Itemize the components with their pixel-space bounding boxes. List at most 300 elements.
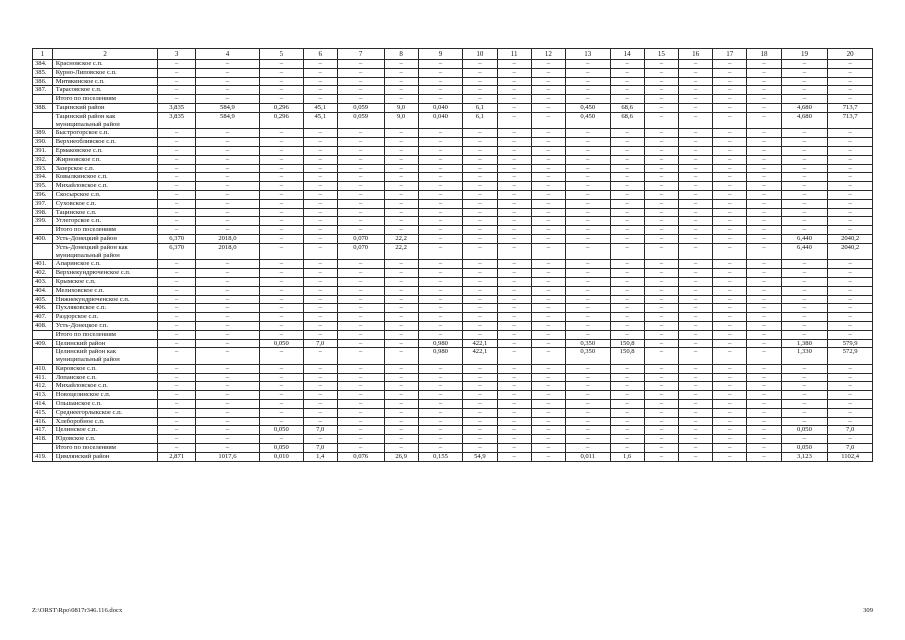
table-row bbox=[33, 234, 873, 243]
value-cell: – bbox=[195, 68, 259, 77]
value-cell: – bbox=[610, 173, 644, 182]
row-number: 389. bbox=[33, 129, 53, 138]
value-cell: – bbox=[384, 86, 418, 95]
value-cell: – bbox=[497, 417, 531, 426]
value-cell: – bbox=[565, 295, 610, 304]
row-number: 388. bbox=[33, 103, 53, 112]
value-cell: – bbox=[384, 217, 418, 226]
value-cell: – bbox=[747, 373, 781, 382]
value-cell: – bbox=[644, 339, 678, 348]
value-cell: – bbox=[747, 348, 781, 365]
value-cell: – bbox=[195, 426, 259, 435]
value-cell: – bbox=[418, 286, 463, 295]
territory-name: Скосырское с.п. bbox=[52, 190, 158, 199]
value-cell: – bbox=[781, 382, 828, 391]
value-cell: – bbox=[565, 138, 610, 147]
value-cell: – bbox=[337, 138, 384, 147]
value-cell: – bbox=[260, 226, 304, 235]
value-cell: 0,050 bbox=[260, 426, 304, 435]
territory-name: Крымское с.п. bbox=[52, 277, 158, 286]
value-cell: – bbox=[610, 286, 644, 295]
value-cell: – bbox=[303, 313, 337, 322]
value-cell: – bbox=[463, 217, 497, 226]
value-cell: – bbox=[158, 269, 195, 278]
value-cell: – bbox=[713, 199, 747, 208]
value-cell: – bbox=[463, 164, 497, 173]
value-cell: – bbox=[337, 164, 384, 173]
row-number: 391. bbox=[33, 146, 53, 155]
value-cell: – bbox=[781, 286, 828, 295]
territory-name: Жирновское г.п. bbox=[52, 155, 158, 164]
value-cell: – bbox=[384, 129, 418, 138]
value-cell: 0,010 bbox=[260, 452, 304, 461]
value-cell: 7,0 bbox=[828, 426, 873, 435]
value-cell: – bbox=[463, 68, 497, 77]
value-cell: – bbox=[260, 330, 304, 339]
value-cell: – bbox=[384, 155, 418, 164]
value-cell: – bbox=[531, 234, 565, 243]
value-cell: – bbox=[531, 68, 565, 77]
value-cell: – bbox=[384, 77, 418, 86]
value-cell: – bbox=[644, 348, 678, 365]
value-cell: – bbox=[463, 146, 497, 155]
value-cell: – bbox=[644, 408, 678, 417]
value-cell: – bbox=[418, 260, 463, 269]
value-cell: – bbox=[195, 391, 259, 400]
value-cell: 0,296 bbox=[260, 103, 304, 112]
value-cell: – bbox=[384, 400, 418, 409]
value-cell: – bbox=[260, 243, 304, 260]
value-cell: – bbox=[828, 400, 873, 409]
value-cell: – bbox=[418, 146, 463, 155]
value-cell: – bbox=[418, 129, 463, 138]
value-cell: – bbox=[713, 348, 747, 365]
table-row bbox=[33, 95, 873, 104]
value-cell: 2040,2 bbox=[828, 243, 873, 260]
value-cell: – bbox=[610, 138, 644, 147]
value-cell: 7,0 bbox=[303, 426, 337, 435]
value-cell: – bbox=[644, 86, 678, 95]
value-cell: 6,1 bbox=[463, 103, 497, 112]
value-cell: – bbox=[531, 444, 565, 453]
value-cell: – bbox=[195, 339, 259, 348]
row-number: 410. bbox=[33, 364, 53, 373]
value-cell: – bbox=[781, 77, 828, 86]
value-cell: – bbox=[337, 304, 384, 313]
column-header: 6 bbox=[303, 49, 337, 60]
value-cell: – bbox=[260, 269, 304, 278]
value-cell: – bbox=[565, 400, 610, 409]
value-cell: 0,350 bbox=[565, 348, 610, 365]
value-cell: – bbox=[828, 373, 873, 382]
value-cell: 9,0 bbox=[384, 112, 418, 129]
territory-name: Зазерское с.п. bbox=[52, 164, 158, 173]
value-cell: 0,050 bbox=[781, 426, 828, 435]
value-cell: – bbox=[713, 243, 747, 260]
table-row bbox=[33, 68, 873, 77]
value-cell: – bbox=[260, 382, 304, 391]
value-cell: – bbox=[158, 313, 195, 322]
value-cell: 3,123 bbox=[781, 452, 828, 461]
value-cell: – bbox=[337, 364, 384, 373]
value-cell: – bbox=[531, 86, 565, 95]
value-cell: – bbox=[303, 86, 337, 95]
value-cell: – bbox=[565, 408, 610, 417]
value-cell: – bbox=[497, 321, 531, 330]
value-cell: – bbox=[713, 182, 747, 191]
value-cell: – bbox=[303, 243, 337, 260]
value-cell: – bbox=[158, 295, 195, 304]
territory-name: Кировское с.п. bbox=[52, 364, 158, 373]
value-cell: – bbox=[195, 295, 259, 304]
value-cell: – bbox=[195, 304, 259, 313]
row-number: 392. bbox=[33, 155, 53, 164]
value-cell: – bbox=[497, 243, 531, 260]
value-cell: – bbox=[418, 164, 463, 173]
value-cell: – bbox=[747, 146, 781, 155]
value-cell: 1017,6 bbox=[195, 452, 259, 461]
value-cell: – bbox=[158, 408, 195, 417]
value-cell: – bbox=[644, 435, 678, 444]
value-cell: – bbox=[610, 330, 644, 339]
value-cell: – bbox=[418, 226, 463, 235]
value-cell: – bbox=[747, 208, 781, 217]
table-row bbox=[33, 400, 873, 409]
value-cell: – bbox=[463, 435, 497, 444]
column-header: 15 bbox=[644, 49, 678, 60]
value-cell: – bbox=[781, 364, 828, 373]
territory-name: Верхнекундрюченское с.п. bbox=[52, 269, 158, 278]
value-cell: – bbox=[610, 226, 644, 235]
value-cell: – bbox=[463, 138, 497, 147]
value-cell: – bbox=[610, 155, 644, 164]
value-cell: – bbox=[384, 348, 418, 365]
value-cell: – bbox=[418, 408, 463, 417]
value-cell: – bbox=[610, 164, 644, 173]
value-cell: – bbox=[418, 321, 463, 330]
row-number: 400. bbox=[33, 234, 53, 243]
territory-name: Хлеборобное с.п. bbox=[52, 417, 158, 426]
value-cell: – bbox=[337, 208, 384, 217]
value-cell: – bbox=[781, 277, 828, 286]
value-cell: – bbox=[303, 77, 337, 86]
value-cell: – bbox=[158, 286, 195, 295]
value-cell: – bbox=[337, 277, 384, 286]
value-cell: – bbox=[828, 330, 873, 339]
value-cell: – bbox=[384, 60, 418, 69]
value-cell: – bbox=[497, 339, 531, 348]
value-cell: – bbox=[644, 60, 678, 69]
territory-name: Целинский район bbox=[52, 339, 158, 348]
value-cell: – bbox=[781, 138, 828, 147]
value-cell: – bbox=[463, 426, 497, 435]
value-cell: – bbox=[565, 330, 610, 339]
row-number: 413. bbox=[33, 391, 53, 400]
territory-name: Быстрогорское с.п. bbox=[52, 129, 158, 138]
value-cell: – bbox=[303, 304, 337, 313]
value-cell: – bbox=[337, 321, 384, 330]
value-cell: – bbox=[828, 260, 873, 269]
territory-name: Усть-Донецкое г.п. bbox=[52, 321, 158, 330]
value-cell: – bbox=[565, 226, 610, 235]
value-cell: – bbox=[610, 373, 644, 382]
value-cell: – bbox=[781, 208, 828, 217]
value-cell: – bbox=[497, 364, 531, 373]
value-cell: – bbox=[158, 155, 195, 164]
value-cell: – bbox=[195, 226, 259, 235]
row-number: 402. bbox=[33, 269, 53, 278]
value-cell: – bbox=[384, 382, 418, 391]
value-cell: – bbox=[781, 190, 828, 199]
column-header: 4 bbox=[195, 49, 259, 60]
value-cell: – bbox=[828, 146, 873, 155]
value-cell: 7,0 bbox=[828, 444, 873, 453]
value-cell: – bbox=[644, 277, 678, 286]
value-cell: – bbox=[418, 444, 463, 453]
value-cell: – bbox=[531, 217, 565, 226]
row-number: 406. bbox=[33, 304, 53, 313]
value-cell: – bbox=[828, 226, 873, 235]
value-cell: – bbox=[781, 146, 828, 155]
value-cell: – bbox=[565, 382, 610, 391]
value-cell: 0,350 bbox=[565, 339, 610, 348]
row-number: 405. bbox=[33, 295, 53, 304]
value-cell: – bbox=[497, 330, 531, 339]
row-number: 384. bbox=[33, 60, 53, 69]
value-cell: – bbox=[384, 304, 418, 313]
territory-name: Михайловское с.п. bbox=[52, 182, 158, 191]
territory-name: Михайловское с.п. bbox=[52, 382, 158, 391]
value-cell: – bbox=[781, 330, 828, 339]
value-cell: – bbox=[565, 417, 610, 426]
value-cell: – bbox=[195, 199, 259, 208]
value-cell: – bbox=[463, 60, 497, 69]
column-header: 12 bbox=[531, 49, 565, 60]
value-cell: – bbox=[384, 295, 418, 304]
value-cell: – bbox=[418, 190, 463, 199]
value-cell: – bbox=[195, 77, 259, 86]
value-cell: – bbox=[463, 86, 497, 95]
value-cell: – bbox=[531, 208, 565, 217]
value-cell: – bbox=[158, 391, 195, 400]
column-header: 9 bbox=[418, 49, 463, 60]
value-cell: – bbox=[195, 60, 259, 69]
column-header: 5 bbox=[260, 49, 304, 60]
territory-name: Итого по поселениям bbox=[52, 226, 158, 235]
value-cell: 26,9 bbox=[384, 452, 418, 461]
value-cell: – bbox=[158, 173, 195, 182]
value-cell: 0,040 bbox=[418, 112, 463, 129]
value-cell: – bbox=[747, 182, 781, 191]
value-cell: – bbox=[747, 435, 781, 444]
row-number: 411. bbox=[33, 373, 53, 382]
value-cell: – bbox=[678, 208, 712, 217]
value-cell: – bbox=[644, 129, 678, 138]
value-cell: – bbox=[747, 86, 781, 95]
value-cell: – bbox=[497, 173, 531, 182]
value-cell: – bbox=[497, 129, 531, 138]
value-cell: – bbox=[303, 364, 337, 373]
value-cell: – bbox=[610, 260, 644, 269]
value-cell: – bbox=[713, 77, 747, 86]
value-cell: – bbox=[531, 190, 565, 199]
value-cell: – bbox=[497, 408, 531, 417]
value-cell: 3,835 bbox=[158, 112, 195, 129]
value-cell: – bbox=[644, 190, 678, 199]
value-cell: – bbox=[781, 408, 828, 417]
value-cell: 22,2 bbox=[384, 234, 418, 243]
value-cell: – bbox=[678, 173, 712, 182]
column-header: 19 bbox=[781, 49, 828, 60]
value-cell: – bbox=[418, 277, 463, 286]
value-cell: – bbox=[678, 382, 712, 391]
value-cell: – bbox=[531, 321, 565, 330]
value-cell: – bbox=[158, 435, 195, 444]
value-cell: – bbox=[531, 226, 565, 235]
value-cell: – bbox=[195, 382, 259, 391]
value-cell: – bbox=[678, 373, 712, 382]
row-number: 394. bbox=[33, 173, 53, 182]
value-cell: – bbox=[260, 435, 304, 444]
value-cell: – bbox=[303, 348, 337, 365]
value-cell: – bbox=[337, 68, 384, 77]
value-cell: – bbox=[531, 348, 565, 365]
value-cell: – bbox=[713, 417, 747, 426]
value-cell: – bbox=[337, 199, 384, 208]
value-cell: – bbox=[463, 295, 497, 304]
value-cell: – bbox=[565, 60, 610, 69]
value-cell: – bbox=[747, 313, 781, 322]
value-cell: – bbox=[678, 112, 712, 129]
value-cell: – bbox=[565, 304, 610, 313]
value-cell: – bbox=[610, 68, 644, 77]
value-cell: – bbox=[610, 86, 644, 95]
value-cell: – bbox=[303, 435, 337, 444]
value-cell: – bbox=[713, 321, 747, 330]
value-cell: – bbox=[418, 182, 463, 191]
value-cell: – bbox=[158, 208, 195, 217]
value-cell: – bbox=[195, 277, 259, 286]
value-cell: – bbox=[644, 164, 678, 173]
value-cell: – bbox=[678, 190, 712, 199]
row-number bbox=[33, 226, 53, 235]
column-header: 18 bbox=[747, 49, 781, 60]
value-cell: – bbox=[747, 243, 781, 260]
value-cell: – bbox=[195, 286, 259, 295]
value-cell: – bbox=[747, 382, 781, 391]
value-cell: – bbox=[418, 304, 463, 313]
table-row bbox=[33, 295, 873, 304]
value-cell: – bbox=[610, 426, 644, 435]
value-cell: – bbox=[565, 77, 610, 86]
value-cell: – bbox=[195, 146, 259, 155]
table-row bbox=[33, 277, 873, 286]
table-row bbox=[33, 60, 873, 69]
table-row bbox=[33, 103, 873, 112]
value-cell: – bbox=[158, 260, 195, 269]
value-cell: – bbox=[610, 269, 644, 278]
value-cell: 0,070 bbox=[337, 234, 384, 243]
value-cell: – bbox=[747, 426, 781, 435]
value-cell: – bbox=[713, 60, 747, 69]
value-cell: – bbox=[828, 138, 873, 147]
value-cell: – bbox=[418, 373, 463, 382]
value-cell: – bbox=[747, 452, 781, 461]
row-number: 387. bbox=[33, 86, 53, 95]
value-cell: – bbox=[747, 286, 781, 295]
value-cell: – bbox=[337, 260, 384, 269]
value-cell: – bbox=[565, 68, 610, 77]
value-cell: – bbox=[158, 277, 195, 286]
row-number: 414. bbox=[33, 400, 53, 409]
value-cell: – bbox=[713, 339, 747, 348]
value-cell: – bbox=[678, 391, 712, 400]
value-cell: – bbox=[260, 173, 304, 182]
value-cell: – bbox=[384, 313, 418, 322]
value-cell: – bbox=[610, 234, 644, 243]
value-cell: – bbox=[644, 269, 678, 278]
value-cell: – bbox=[644, 217, 678, 226]
value-cell: – bbox=[565, 444, 610, 453]
row-number: 398. bbox=[33, 208, 53, 217]
value-cell: – bbox=[610, 313, 644, 322]
value-cell: – bbox=[747, 444, 781, 453]
value-cell: – bbox=[828, 217, 873, 226]
value-cell: – bbox=[463, 382, 497, 391]
value-cell: – bbox=[781, 321, 828, 330]
value-cell: – bbox=[497, 277, 531, 286]
value-cell: – bbox=[678, 234, 712, 243]
value-cell: – bbox=[337, 400, 384, 409]
value-cell: 0,059 bbox=[337, 103, 384, 112]
value-cell: – bbox=[418, 86, 463, 95]
value-cell: – bbox=[497, 182, 531, 191]
value-cell: – bbox=[678, 435, 712, 444]
value-cell: – bbox=[418, 138, 463, 147]
value-cell: – bbox=[384, 146, 418, 155]
value-cell: 0,050 bbox=[781, 444, 828, 453]
value-cell: – bbox=[747, 173, 781, 182]
value-cell: – bbox=[713, 330, 747, 339]
value-cell: – bbox=[828, 295, 873, 304]
value-cell: – bbox=[828, 173, 873, 182]
value-cell: – bbox=[531, 408, 565, 417]
value-cell: – bbox=[463, 444, 497, 453]
value-cell: – bbox=[497, 295, 531, 304]
value-cell: – bbox=[531, 391, 565, 400]
value-cell: 6,1 bbox=[463, 112, 497, 129]
value-cell: – bbox=[418, 330, 463, 339]
table-row bbox=[33, 226, 873, 235]
value-cell: – bbox=[678, 103, 712, 112]
value-cell: – bbox=[644, 208, 678, 217]
value-cell: 0,296 bbox=[260, 112, 304, 129]
value-cell: – bbox=[384, 260, 418, 269]
value-cell: – bbox=[384, 226, 418, 235]
value-cell: 2040,2 bbox=[828, 234, 873, 243]
value-cell: – bbox=[678, 95, 712, 104]
value-cell: – bbox=[195, 138, 259, 147]
value-cell: – bbox=[747, 304, 781, 313]
value-cell: – bbox=[747, 330, 781, 339]
value-cell: – bbox=[463, 400, 497, 409]
table-row bbox=[33, 208, 873, 217]
value-cell: – bbox=[713, 426, 747, 435]
value-cell: – bbox=[713, 164, 747, 173]
value-cell: – bbox=[747, 400, 781, 409]
value-cell: – bbox=[828, 199, 873, 208]
table-row bbox=[33, 339, 873, 348]
